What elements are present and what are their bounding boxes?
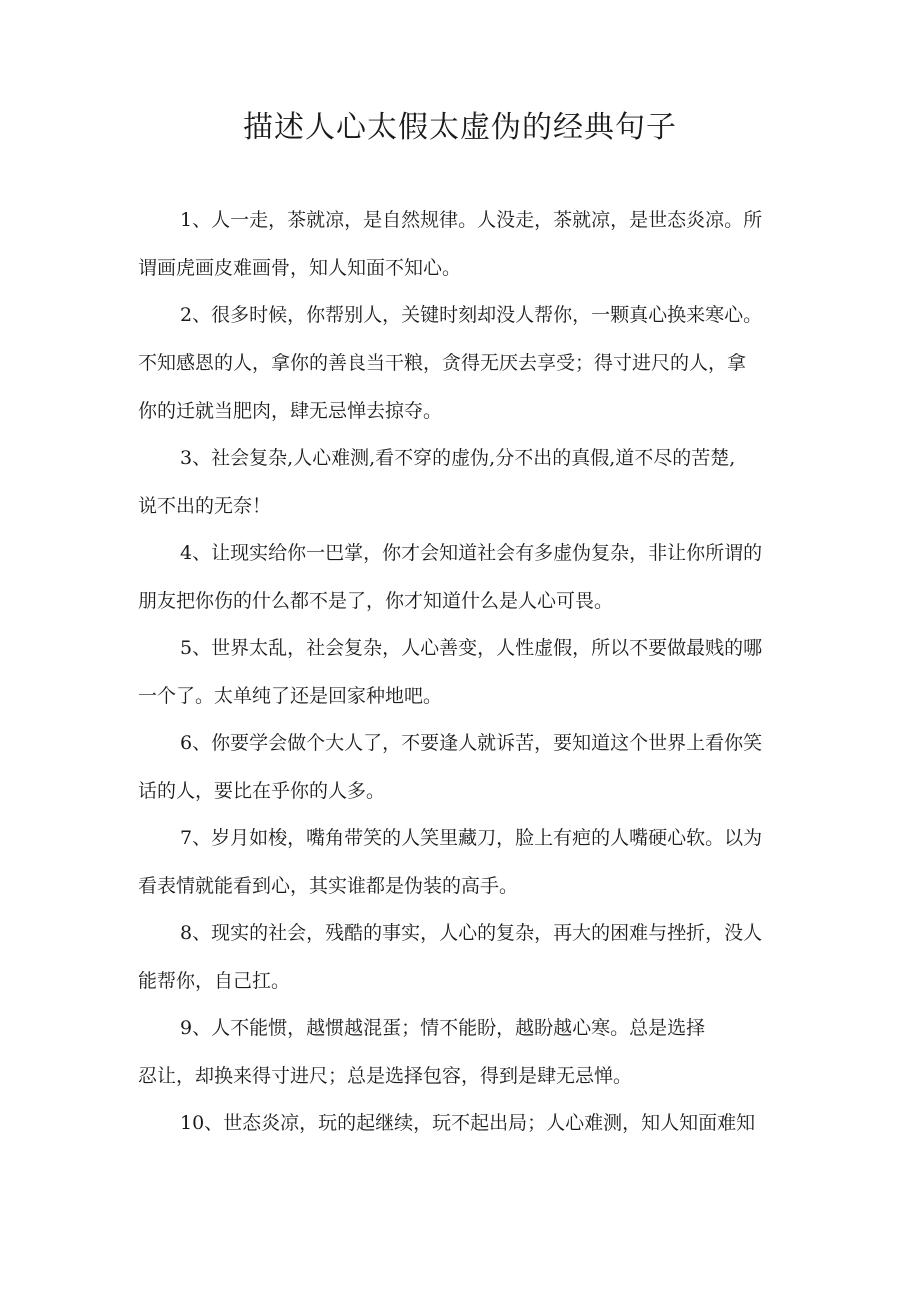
paragraph-3 bbox=[138, 444, 788, 520]
paragraph-6 bbox=[138, 729, 788, 805]
document-title: 描述人心太假太虚伪的经典句子 bbox=[243, 110, 677, 145]
paragraph-line: 一个了。太单纯了还是回家种地吧。 bbox=[138, 685, 443, 707]
paragraph-7 bbox=[138, 824, 788, 900]
paragraph-line: 10、世态炎凉，玩的起继续，玩不起出局；人心难测，知人知面难知 bbox=[180, 1112, 756, 1134]
paragraph-line: 谓画虎画皮难画骨，知人知面不知心。 bbox=[138, 257, 462, 279]
paragraph-line: 你的迁就当肥肉，肆无忌惮去掠夺。 bbox=[138, 400, 443, 422]
document-body bbox=[138, 206, 788, 1156]
paragraph-line: 不知感恩的人，拿你的善良当干粮，贪得无厌去享受；得寸进尺的人，拿 bbox=[138, 352, 747, 374]
paragraph-line: 4、让现实给你一巴掌，你才会知道社会有多虚伪复杂，非让你所谓的 bbox=[180, 542, 763, 564]
paragraph-line: 话的人，要比在乎你的人多。 bbox=[138, 780, 386, 802]
paragraph-line: 能帮你，自己扛。 bbox=[138, 970, 291, 992]
paragraph-8 bbox=[138, 919, 788, 995]
paragraph-line: 6、你要学会做个大人了，不要逢人就诉苦，要知道这个世界上看你笑 bbox=[180, 732, 763, 754]
paragraph-9 bbox=[138, 1014, 788, 1090]
paragraph-line: 忍让，却换来得寸进尺；总是选择包容，得到是肆无忌惮。 bbox=[138, 1065, 633, 1087]
paragraph-line: 7、岁月如梭，嘴角带笑的人笑里藏刀，脸上有疤的人嘴硬心软。以为 bbox=[180, 827, 763, 849]
paragraph-line: 2、很多时候，你帮别人，关键时刻却没人帮你，一颗真心换来寒心。 bbox=[180, 304, 763, 326]
paragraph-line: 1、人一走，茶就凉，是自然规律。人没走，茶就凉，是世态炎凉。所 bbox=[180, 209, 763, 231]
paragraph-line: 看表情就能看到心，其实谁都是伪装的高手。 bbox=[138, 875, 519, 897]
paragraph-line: 5、世界太乱，社会复杂，人心善变，人性虚假，所以不要做最贱的哪 bbox=[180, 637, 763, 659]
paragraph-10 bbox=[138, 1109, 788, 1137]
paragraph-1 bbox=[138, 206, 788, 282]
paragraph-line: 朋友把你伤的什么都不是了，你才知道什么是人心可畏。 bbox=[138, 590, 614, 612]
paragraph-2 bbox=[138, 301, 788, 425]
paragraph-line: 8、现实的社会，残酷的事实，人心的复杂，再大的困难与挫折，没人 bbox=[180, 922, 763, 944]
paragraph-line: 3、社会复杂,人心难测,看不穿的虚伪,分不出的真假,道不尽的苦楚, bbox=[180, 447, 736, 469]
paragraph-4 bbox=[138, 539, 788, 615]
paragraph-line: 说不出的无奈！ bbox=[138, 495, 272, 517]
paragraph-5 bbox=[138, 634, 788, 710]
paragraph-line: 9、人不能惯，越惯越混蛋；情不能盼，越盼越心寒。总是选择 bbox=[180, 1017, 706, 1039]
